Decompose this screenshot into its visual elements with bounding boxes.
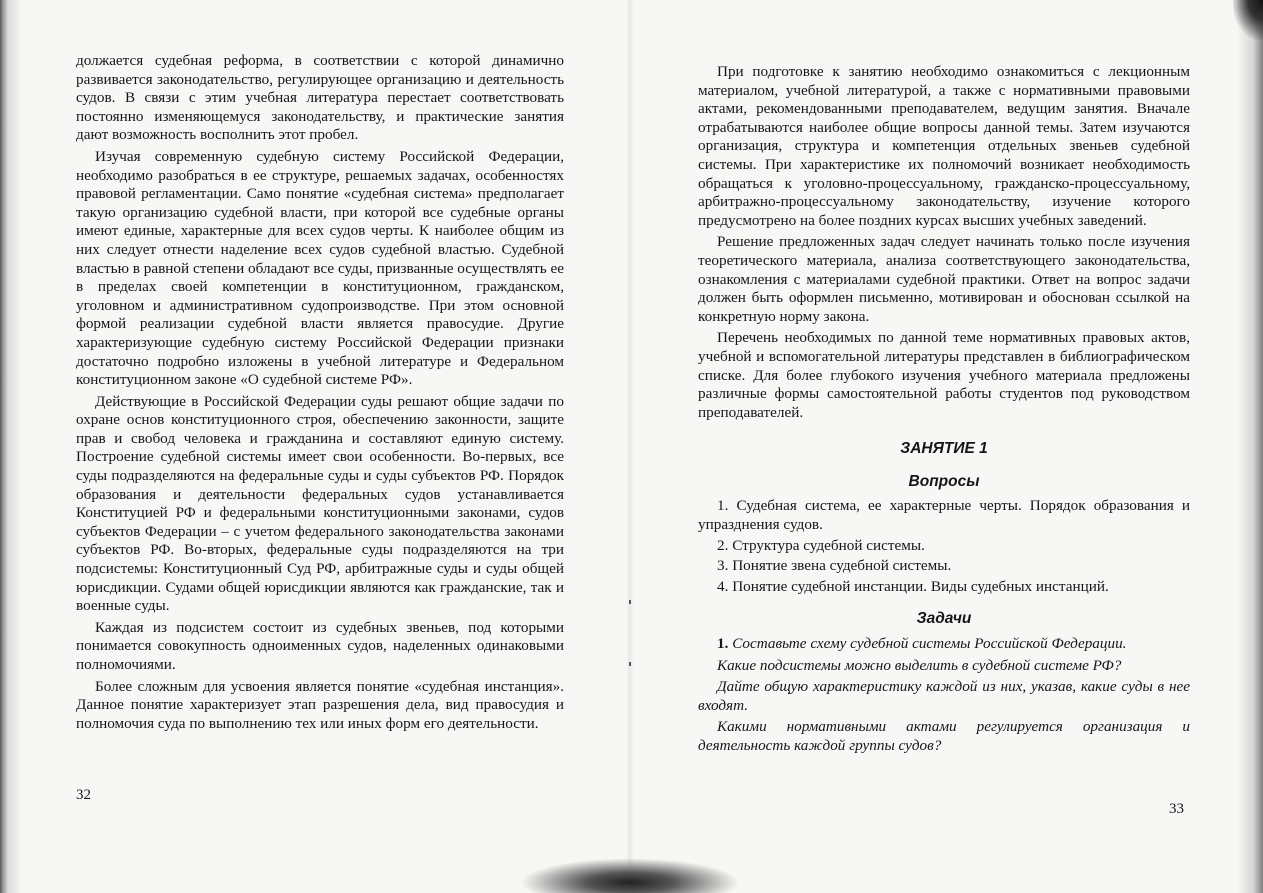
left-page-text (76, 52, 564, 736)
paragraph: Перечень необходимых по данной теме нормативных правовых актов, учебной и вспомогательной литературы представлен в библиографическом списке. Для более глубокого изучения учебного материала предложены различные формы самостоятельной работы студентов под руководством преподавателей. (698, 329, 1190, 421)
list-item: 4. Понятие судебной инстанции. Виды судебных инстанций. (717, 577, 1109, 595)
list-item: 1. Судебная система, ее характерные черты. Порядок образования и упразднения судов. (698, 497, 1190, 534)
list-item: 3. Понятие звена судебной системы. (717, 557, 952, 575)
task-text: Составьте схему судебной системы Российской Федерации. (732, 635, 1127, 653)
task-line: Какие подсистемы можно выделить в судебной системе РФ? (717, 656, 1122, 674)
task-line: Какими нормативными актами регулируется организация и деятельность каждой группы судов? (698, 718, 1190, 754)
lesson-title: ЗАНЯТИЕ 1 (900, 440, 988, 458)
page-number: 33 (1169, 801, 1184, 817)
task-line: Дайте общую характеристику каждой из них, указав, какие суды в нее входят. (698, 678, 1190, 714)
paragraph: При подготовке к занятию необходимо ознакомиться с лекционным материалом, учебной литературой, а также с нормативными правовыми актами, рекомендованными преподавателем, ведущим занятия. Вначале отрабатываются наиболее общие вопросы данной темы. Затем изучаются организация, структура и компетенция отдельных звеньев судебной системы. При характеристике их полномочий возникает необходимость обращаться к уголовно-процессуальному, гражданско-процессуальному, арбитражно-процессуальному законодательству, изучение которого предусмотрено на более поздних курсах высших учебных заведений. (698, 63, 1190, 229)
task-1 (698, 635, 1190, 756)
paragraph: Изучая современную судебную систему Российской Федерации, необходимо разобраться в ее структуре, решаемых задачах, особенностях правовой регламентации. Само понятие «судебная система» предполагает такую организацию судебной власти, при которой все судебные органы имеют единые, характерные для всех судов черты. К наиболее общим из них следует отнести наделение всех судов судебной властью. Судебной властью в равной степени обладают все суды, призванные осуществлять ее в пределах своей компетенции в конституционном, гражданском, уголовном и административном судопроизводстве. При этом основной формой реализации судебной власти является правосудие. Другие характеризующие судебную систему Российской Федерации признаки достаточно подробно изложены в учебной литературе и Федеральном конституционном законе «О судебной системе РФ». (76, 147, 564, 389)
questions-list (698, 497, 1190, 596)
right-page (630, 0, 1263, 893)
paragraph: Каждая из подсистем состоит из судебных звеньев, под которыми понимается совокупность одноименных судов, наделенных одинаковыми полномочиями. (76, 618, 564, 673)
list-item: 2. Структура судебной системы. (717, 536, 925, 554)
tasks-title: Задачи (916, 610, 972, 628)
right-page-text (698, 63, 1190, 759)
page-number: 32 (76, 787, 91, 803)
paragraph: Действующие в Российской Федерации суды решают общие задачи по охране основ конституционного строя, обеспечению законности, защите прав и свобод человека и гражданина и составляют единую систему. Построение судебной системы имеет свои особенности. Во-первых, все суды подразделяются на федеральные суды и суды субъектов РФ. Порядок образования и деятельности федеральных судов устанавливается Конституцией РФ и федеральными конституционными законами, судов субъектов Федерации – с учетом федерального законодательства законами субъектов РФ. Во-вторых, федеральные суды подразделяются на три подсистемы: Конституционный Суд РФ, арбитражные суды и суды общей юрисдикции. Судами общей юрисдикции являются как гражданские, так и военные суды. (76, 392, 564, 615)
paragraph: Более сложным для усвоения является понятие «судебная инстанция». Данное понятие характеризует этап разрешения дела, вид правосудия и полномочия суда по выполнению тех или иных форм его деятельности. (76, 677, 564, 732)
left-page (0, 0, 630, 893)
task-number: 1. (717, 635, 729, 653)
paragraph: должается судебная реформа, в соответствии с которой динамично развивается законодательство, регулирующее организацию и деятельность судов. В связи с этим учебная литература перестает соответствовать постоянно изменяющемуся законодательству, и практические занятия дают возможность восполнить этот пробел. (76, 52, 564, 144)
paragraph: Решение предложенных задач следует начинать только после изучения теоретического материала, анализа соответствующего законодательства, ознакомления с материалами судебной практики. Ответ на вопрос задачи должен быть оформлен письменно, мотивирован и обоснован ссылкой на конкретную норму закона. (698, 233, 1190, 325)
questions-title: Вопросы (908, 472, 980, 490)
task-line (698, 635, 1190, 654)
